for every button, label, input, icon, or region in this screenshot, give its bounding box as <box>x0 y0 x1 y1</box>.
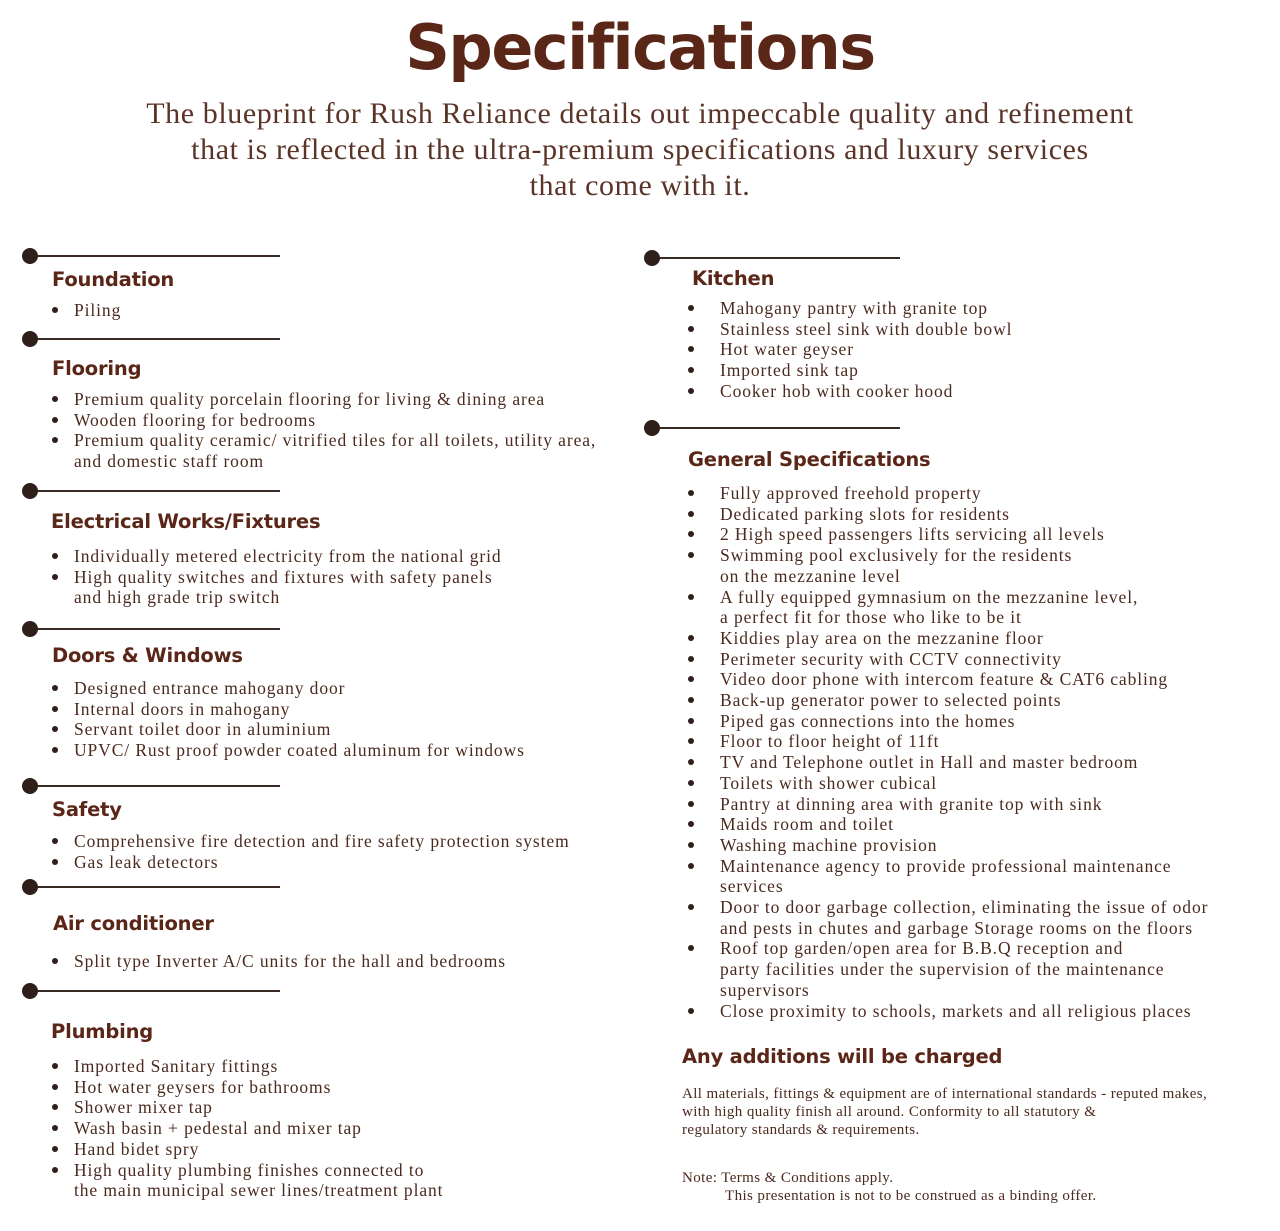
bullet-dot-icon <box>22 879 38 895</box>
section-divider <box>30 628 280 630</box>
list-item-text: Wash basin + pedestal and mixer tap <box>74 1118 362 1139</box>
bullet-dot-icon <box>644 250 660 266</box>
section-title-general-specifications: General Specifications <box>688 448 931 471</box>
list-item <box>688 897 1208 938</box>
list-item-text: Split type Inverter A/C units for the hall and bedrooms <box>74 951 507 971</box>
list-item <box>52 1160 443 1201</box>
list-item <box>52 546 502 567</box>
list-item <box>52 1056 443 1077</box>
list-item <box>688 524 1208 545</box>
list-doors-windows <box>52 678 525 761</box>
list-electrical <box>52 546 502 608</box>
list-item <box>688 381 1012 402</box>
list-item <box>688 298 1012 319</box>
list-item <box>688 856 1208 897</box>
list-item <box>52 740 525 761</box>
section-title-plumbing: Plumbing <box>51 1020 154 1043</box>
list-item-text: Maintenance agency to provide professional maintenance <box>720 855 1172 876</box>
section-title-safety: Safety <box>52 798 122 821</box>
list-item <box>52 831 570 852</box>
list-item <box>688 339 1012 360</box>
list-item-text: supervisors <box>720 979 810 1000</box>
section-divider <box>652 257 900 259</box>
bullet-dot-icon <box>22 331 38 347</box>
list-item <box>688 938 1208 1000</box>
list-item <box>52 678 525 699</box>
list-item-text: High quality switches and fixtures with safety panels <box>74 566 493 587</box>
list-item-text: Cooker hob with cooker hood <box>720 380 954 401</box>
list-item-text: Stainless steel sink with double bowl <box>720 318 1013 339</box>
bullet-dot-icon <box>22 483 38 499</box>
list-item-text: services <box>720 876 784 897</box>
list-item-text: Hot water geysers for bathrooms <box>74 1076 332 1097</box>
list-item-text: High quality plumbing finishes connected to <box>74 1159 425 1180</box>
list-item <box>688 794 1208 815</box>
list-item <box>688 628 1208 649</box>
list-flooring <box>52 389 596 472</box>
list-item <box>52 1139 443 1160</box>
bullet-dot-icon <box>22 621 38 637</box>
list-general-specifications <box>688 483 1208 1021</box>
section-title-doors-windows: Doors & Windows <box>52 644 243 667</box>
list-item-text: Wooden flooring for bedrooms <box>74 409 317 430</box>
list-item <box>688 690 1208 711</box>
list-item-text: the main municipal sewer lines/treatment plant <box>74 1180 444 1201</box>
list-item-text: Perimeter security with CCTV connectivity <box>720 648 1062 669</box>
list-air-conditioner <box>52 951 506 972</box>
list-item-text: Servant toilet door in aluminium <box>74 719 332 740</box>
list-item <box>52 567 502 608</box>
list-item <box>688 483 1208 504</box>
bullet-dot-icon <box>644 420 660 436</box>
list-item <box>688 731 1208 752</box>
additions-line: regulatory standards & requirements. <box>682 1122 920 1138</box>
list-item-text: Close proximity to schools, markets and all religious places <box>720 1000 1192 1021</box>
list-item-text: Pantry at dinning area with granite top with sink <box>720 793 1103 814</box>
list-item-text: Fully approved freehold property <box>720 483 982 503</box>
list-item <box>688 649 1208 670</box>
list-item-text: on the mezzanine level <box>720 565 901 586</box>
list-safety <box>52 831 570 872</box>
bullet-dot-icon <box>22 248 38 264</box>
list-item-text: a perfect fit for those who like to be it <box>720 607 1022 628</box>
terms-note-line: Note: Terms & Conditions apply. <box>682 1170 894 1186</box>
additions-line: All materials, fittings & equipment are of international standards - reputed makes, <box>682 1086 1208 1102</box>
additions-line: with high quality finish all around. Conformity to all statutory & <box>682 1104 1097 1120</box>
list-item <box>688 360 1012 381</box>
list-item <box>688 587 1208 628</box>
list-item-text: Door to door garbage collection, eliminating the issue of odor <box>720 897 1209 918</box>
section-title-foundation: Foundation <box>52 268 175 291</box>
list-kitchen <box>688 298 1012 402</box>
list-item <box>688 504 1208 525</box>
list-item <box>52 430 596 471</box>
list-item <box>688 545 1208 586</box>
section-title-electrical: Electrical Works/Fixtures <box>51 510 321 533</box>
list-item <box>688 1001 1208 1022</box>
list-item-text: Piling <box>74 300 122 320</box>
intro-line: The blueprint for Rush Reliance details out impeccable quality and refinement <box>146 97 1134 130</box>
section-divider <box>30 338 280 340</box>
list-item-text: Imported sink tap <box>720 360 859 381</box>
intro-line: that come with it. <box>529 169 751 202</box>
list-item-text: Hot water geyser <box>720 339 854 360</box>
list-item-text: and domestic staff room <box>74 451 264 472</box>
list-item-text: Washing machine provision <box>720 834 938 855</box>
list-item <box>688 319 1012 340</box>
list-item <box>688 773 1208 794</box>
list-item-text: Back-up generator power to selected points <box>720 690 1062 711</box>
list-item <box>52 300 121 321</box>
list-item-text: party facilities under the supervision of the maintenance <box>720 959 1165 980</box>
list-item-text: Mahogany pantry with granite top <box>720 298 988 318</box>
list-item-text: Premium quality ceramic/ vitrified tiles for all toilets, utility area, <box>74 430 597 451</box>
list-item <box>52 1118 443 1139</box>
list-item <box>52 1097 443 1118</box>
list-item-text: Gas leak detectors <box>74 851 219 872</box>
list-item <box>52 951 506 972</box>
list-plumbing <box>52 1056 443 1201</box>
additions-text <box>682 1085 1207 1139</box>
section-divider <box>30 490 280 492</box>
disclaimer-line: This presentation is not to be construed as a binding offer. <box>725 1188 1097 1204</box>
terms-note <box>682 1169 1097 1205</box>
additions-title: Any additions will be charged <box>682 1045 1003 1068</box>
list-item <box>52 852 570 873</box>
list-item-text: Kiddies play area on the mezzanine floor <box>720 627 1044 648</box>
list-item <box>52 699 525 720</box>
list-item-text: UPVC/ Rust proof powder coated aluminum for windows <box>74 740 525 761</box>
list-item <box>688 752 1208 773</box>
list-item <box>688 814 1208 835</box>
list-item-text: 2 High speed passengers lifts servicing all levels <box>720 524 1105 545</box>
section-divider <box>30 990 280 992</box>
list-item-text: Toilets with shower cubical <box>720 772 937 793</box>
list-item <box>52 719 525 740</box>
list-item-text: Premium quality porcelain flooring for living & dining area <box>74 389 546 409</box>
section-title-kitchen: Kitchen <box>692 267 775 290</box>
list-item-text: Piped gas connections into the homes <box>720 710 1016 731</box>
list-item-text: Floor to floor height of 11ft <box>720 731 940 752</box>
list-item-text: Roof top garden/open area for B.B.Q reception and <box>720 938 1124 959</box>
section-title-air-conditioner: Air conditioner <box>53 912 214 935</box>
list-item-text: Shower mixer tap <box>74 1097 213 1118</box>
section-divider <box>30 785 280 787</box>
list-item-text: Dedicated parking slots for residents <box>720 503 1010 524</box>
list-item-text: Individually metered electricity from the national grid <box>74 546 502 566</box>
list-item <box>688 669 1208 690</box>
section-divider <box>30 255 280 257</box>
list-item-text: Swimming pool exclusively for the residents <box>720 545 1073 566</box>
intro-line: that is reflected in the ultra-premium specifications and luxury services <box>191 133 1089 166</box>
bullet-dot-icon <box>22 983 38 999</box>
list-item <box>52 1077 443 1098</box>
bullet-dot-icon <box>22 778 38 794</box>
list-item-text: Internal doors in mahogany <box>74 698 291 719</box>
list-item-text: and high grade trip switch <box>74 587 281 608</box>
section-divider <box>652 427 900 429</box>
list-foundation <box>52 300 121 321</box>
list-item-text: Comprehensive fire detection and fire safety protection system <box>74 831 570 851</box>
list-item <box>52 389 596 410</box>
list-item-text: Designed entrance mahogany door <box>74 678 346 698</box>
list-item-text: Hand bidet spry <box>74 1138 200 1159</box>
list-item <box>688 711 1208 732</box>
list-item <box>52 410 596 431</box>
list-item-text: TV and Telephone outlet in Hall and master bedroom <box>720 752 1139 773</box>
list-item-text: Imported Sanitary fittings <box>74 1056 279 1076</box>
list-item-text: A fully equipped gymnasium on the mezzanine level, <box>720 586 1139 607</box>
list-item <box>688 835 1208 856</box>
section-divider <box>30 886 280 888</box>
list-item-text: Maids room and toilet <box>720 814 894 835</box>
intro-paragraph <box>40 96 1240 204</box>
section-title-flooring: Flooring <box>52 357 142 380</box>
list-item-text: Video door phone with intercom feature & CAT6 cabling <box>720 669 1169 690</box>
list-item-text: and pests in chutes and garbage Storage rooms on the floors <box>720 917 1193 938</box>
page-title: Specifications <box>405 11 875 84</box>
